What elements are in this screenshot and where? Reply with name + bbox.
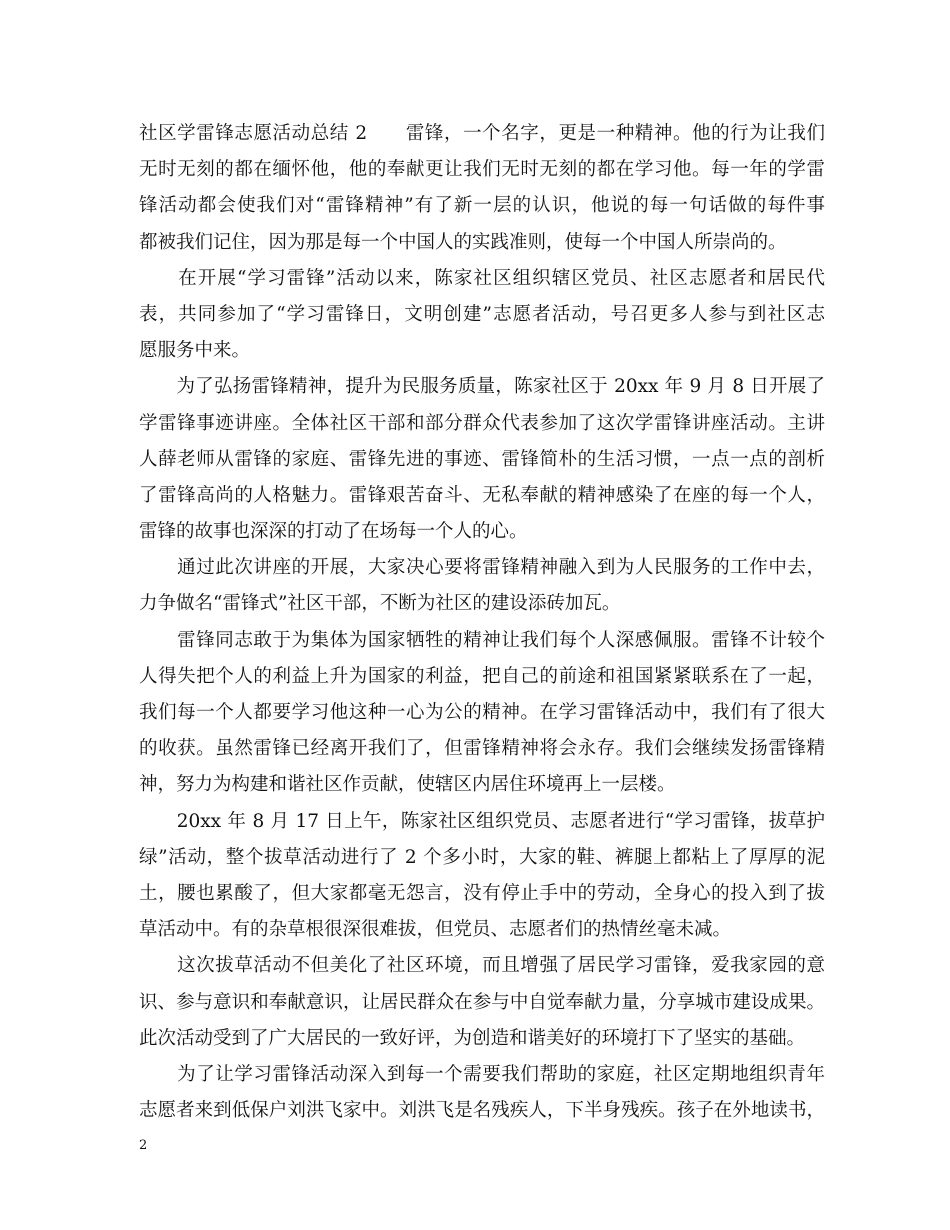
text-line: 20xx 年 8 月 17 日上午，陈家社区组织党员、志愿者进行“学习雷锋，拔草护: [139, 810, 825, 832]
text-line: 草活动中。有的杂草根很深很难拔，但党员、志愿者们的热情丝毫未减。: [139, 919, 732, 941]
text-line: 为了让学习雷锋活动深入到每一个需要我们帮助的家庭，社区定期地组织青年: [139, 1063, 825, 1085]
text-line: 社区学雷锋志愿活动总结 2 雷锋，一个名字，更是一种精神。他的行为让我们: [139, 123, 825, 144]
text-line: 我们每一个人都要学习他这种一心为公的精神。在学习雷锋活动中，我们有了很大: [139, 702, 825, 723]
text-line: 志愿者来到低保户刘洪飞家中。刘洪飞是名残疾人，下半身残疾。孩子在外地读书，: [139, 1100, 825, 1122]
text-line: 为了弘扬雷锋精神，提升为民服务质量，陈家社区于 20xx 年 9 月 8 日开展了: [139, 376, 825, 398]
text-line: 愿服务中来。: [139, 340, 251, 362]
text-line: 无时无刻的都在缅怀他，他的奉献更让我们无时无刻的都在学习他。每一年的学雷: [139, 159, 825, 181]
text-line: 绿”活动，整个拔草活动进行了 2 个多小时，大家的鞋、裤腿上都粘上了厚厚的泥: [139, 846, 825, 868]
text-line: 表，共同参加了“学习雷锋日，文明创建”志愿者活动，号召更多人参与到社区志: [139, 303, 825, 325]
text-line: 力争做名“雷锋式”社区干部，不断为社区的建设添砖加瓦。: [139, 593, 621, 615]
text-line: 在开展“学习雷锋”活动以来，陈家社区组织辖区党员、社区志愿者和居民代: [139, 267, 825, 289]
text-line: 锋活动都会使我们对“雷锋精神”有了新一层的认识，他说的每一句话做的每件事: [139, 195, 825, 217]
text-line: 雷锋同志敢于为集体为国家牺牲的精神让我们每个人深感佩服。雷锋不计较个: [139, 629, 825, 651]
text-line: 了雷锋高尚的人格魅力。雷锋艰苦奋斗、无私奉献的精神感染了在座的每一个人，: [139, 484, 825, 506]
text-line: 此次活动受到了广大居民的一致好评，为创造和谐美好的环境打下了坚实的基础。: [139, 1027, 806, 1049]
text-line: 这次拔草活动不但美化了社区环境，而且增强了居民学习雷锋，爱我家园的意: [139, 955, 825, 977]
page-number: 2: [139, 1138, 148, 1153]
text-line: 土，腰也累酸了，但大家都毫无怨言，没有停止手中的劳动，全身心的投入到了拔: [139, 882, 825, 904]
document-body: [139, 116, 825, 1129]
text-line: 神，努力为构建和谐社区作贡献，使辖区内居住环境再上一层楼。: [139, 774, 676, 796]
text-line: 学雷锋事迹讲座。全体社区干部和部分群众代表参加了这次学雷锋讲座活动。主讲: [139, 412, 825, 434]
text-line: 的收获。虽然雷锋已经离开我们了，但雷锋精神将会永存。我们会继续发扬雷锋精: [139, 738, 825, 760]
text-line: 人薛老师从雷锋的家庭、雷锋先进的事迹、雷锋简朴的生活习惯，一点一点的剖析: [139, 448, 825, 470]
text-line: 人得失把个人的利益上升为国家的利益，把自己的前途和祖国紧紧联系在了一起，: [139, 665, 825, 687]
text-line: 通过此次讲座的开展，大家决心要将雷锋精神融入到为人民服务的工作中去，: [139, 557, 825, 579]
text-line: 雷锋的故事也深深的打动了在场每一个人的心。: [139, 521, 528, 543]
text-line: 都被我们记住，因为那是每一个中国人的实践准则，使每一个中国人所崇尚的。: [139, 231, 787, 253]
text-line: 识、参与意识和奉献意识，让居民群众在参与中自觉奉献力量，分享城市建设成果。: [139, 991, 825, 1013]
